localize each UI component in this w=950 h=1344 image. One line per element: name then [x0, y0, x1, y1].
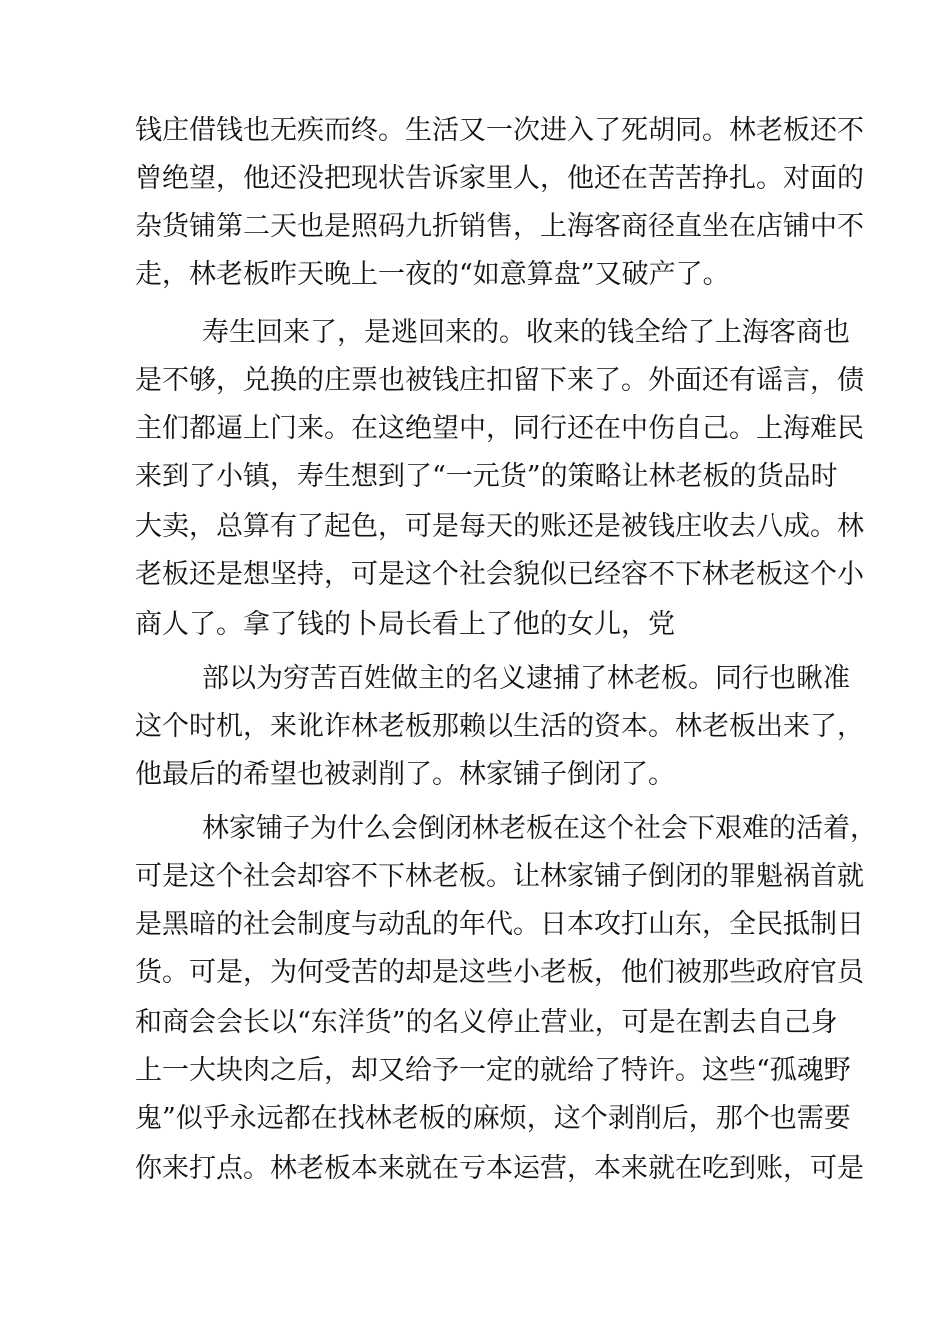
text-line: 可是这个社会却容不下林老板。让林家铺子倒闭的罪魁祸首就	[135, 861, 864, 892]
text-line: 曾绝望，他还没把现状告诉家里人，他还在苦苦挣扎。对面的	[135, 163, 864, 194]
text-line: 和商会会长以“东洋货”的名义停止营业，可是在割去自己身	[135, 1007, 838, 1038]
text-line: 鬼”似乎永远都在找林老板的麻烦，这个剥削后，那个也需要	[135, 1103, 851, 1134]
text-line: 林家铺子为什么会倒闭林老板在这个社会下艰难的活着，	[202, 813, 877, 844]
text-line: 走，林老板昨天晚上一夜的“如意算盘”又破产了。	[135, 259, 730, 290]
text-line: 寿生回来了，是逃回来的。收来的钱全给了上海客商也	[202, 317, 850, 348]
text-line: 大卖，总算有了起色，可是每天的账还是被钱庄收去八成。林	[135, 511, 864, 542]
text-line: 上一大块肉之后，却又给予一定的就给了特许。这些“孤魂野	[135, 1055, 851, 1086]
text-line: 部以为穷苦百姓做主的名义逮捕了林老板。同行也瞅准	[202, 663, 850, 694]
text-line: 他最后的希望也被剥削了。林家铺子倒闭了。	[135, 759, 675, 790]
text-line: 商人了。拿了钱的卜局长看上了他的女儿，党	[135, 609, 675, 640]
text-line: 货。可是，为何受苦的却是这些小老板，他们被那些政府官员	[135, 957, 864, 988]
text-line: 是不够，兑换的庄票也被钱庄扣留下来了。外面还有谣言，债	[135, 365, 864, 396]
text-line: 来到了小镇，寿生想到了“一元货”的策略让林老板的货品时	[135, 461, 838, 492]
text-line: 杂货铺第二天也是照码九折销售，上海客商径直坐在店铺中不	[135, 211, 864, 242]
text-line: 是黑暗的社会制度与动乱的年代。日本攻打山东，全民抵制日	[135, 909, 864, 940]
text-line: 老板还是想坚持，可是这个社会貌似已经容不下林老板这个小	[135, 559, 864, 590]
text-line: 钱庄借钱也无疾而终。生活又一次进入了死胡同。林老板还不	[135, 115, 864, 146]
text-line: 你来打点。林老板本来就在亏本运营，本来就在吃到账，可是	[135, 1153, 864, 1184]
text-line: 这个时机，来讹诈林老板那赖以生活的资本。林老板出来了，	[135, 711, 864, 742]
text-line: 主们都逼上门来。在这绝望中，同行还在中伤自己。上海难民	[135, 413, 864, 444]
